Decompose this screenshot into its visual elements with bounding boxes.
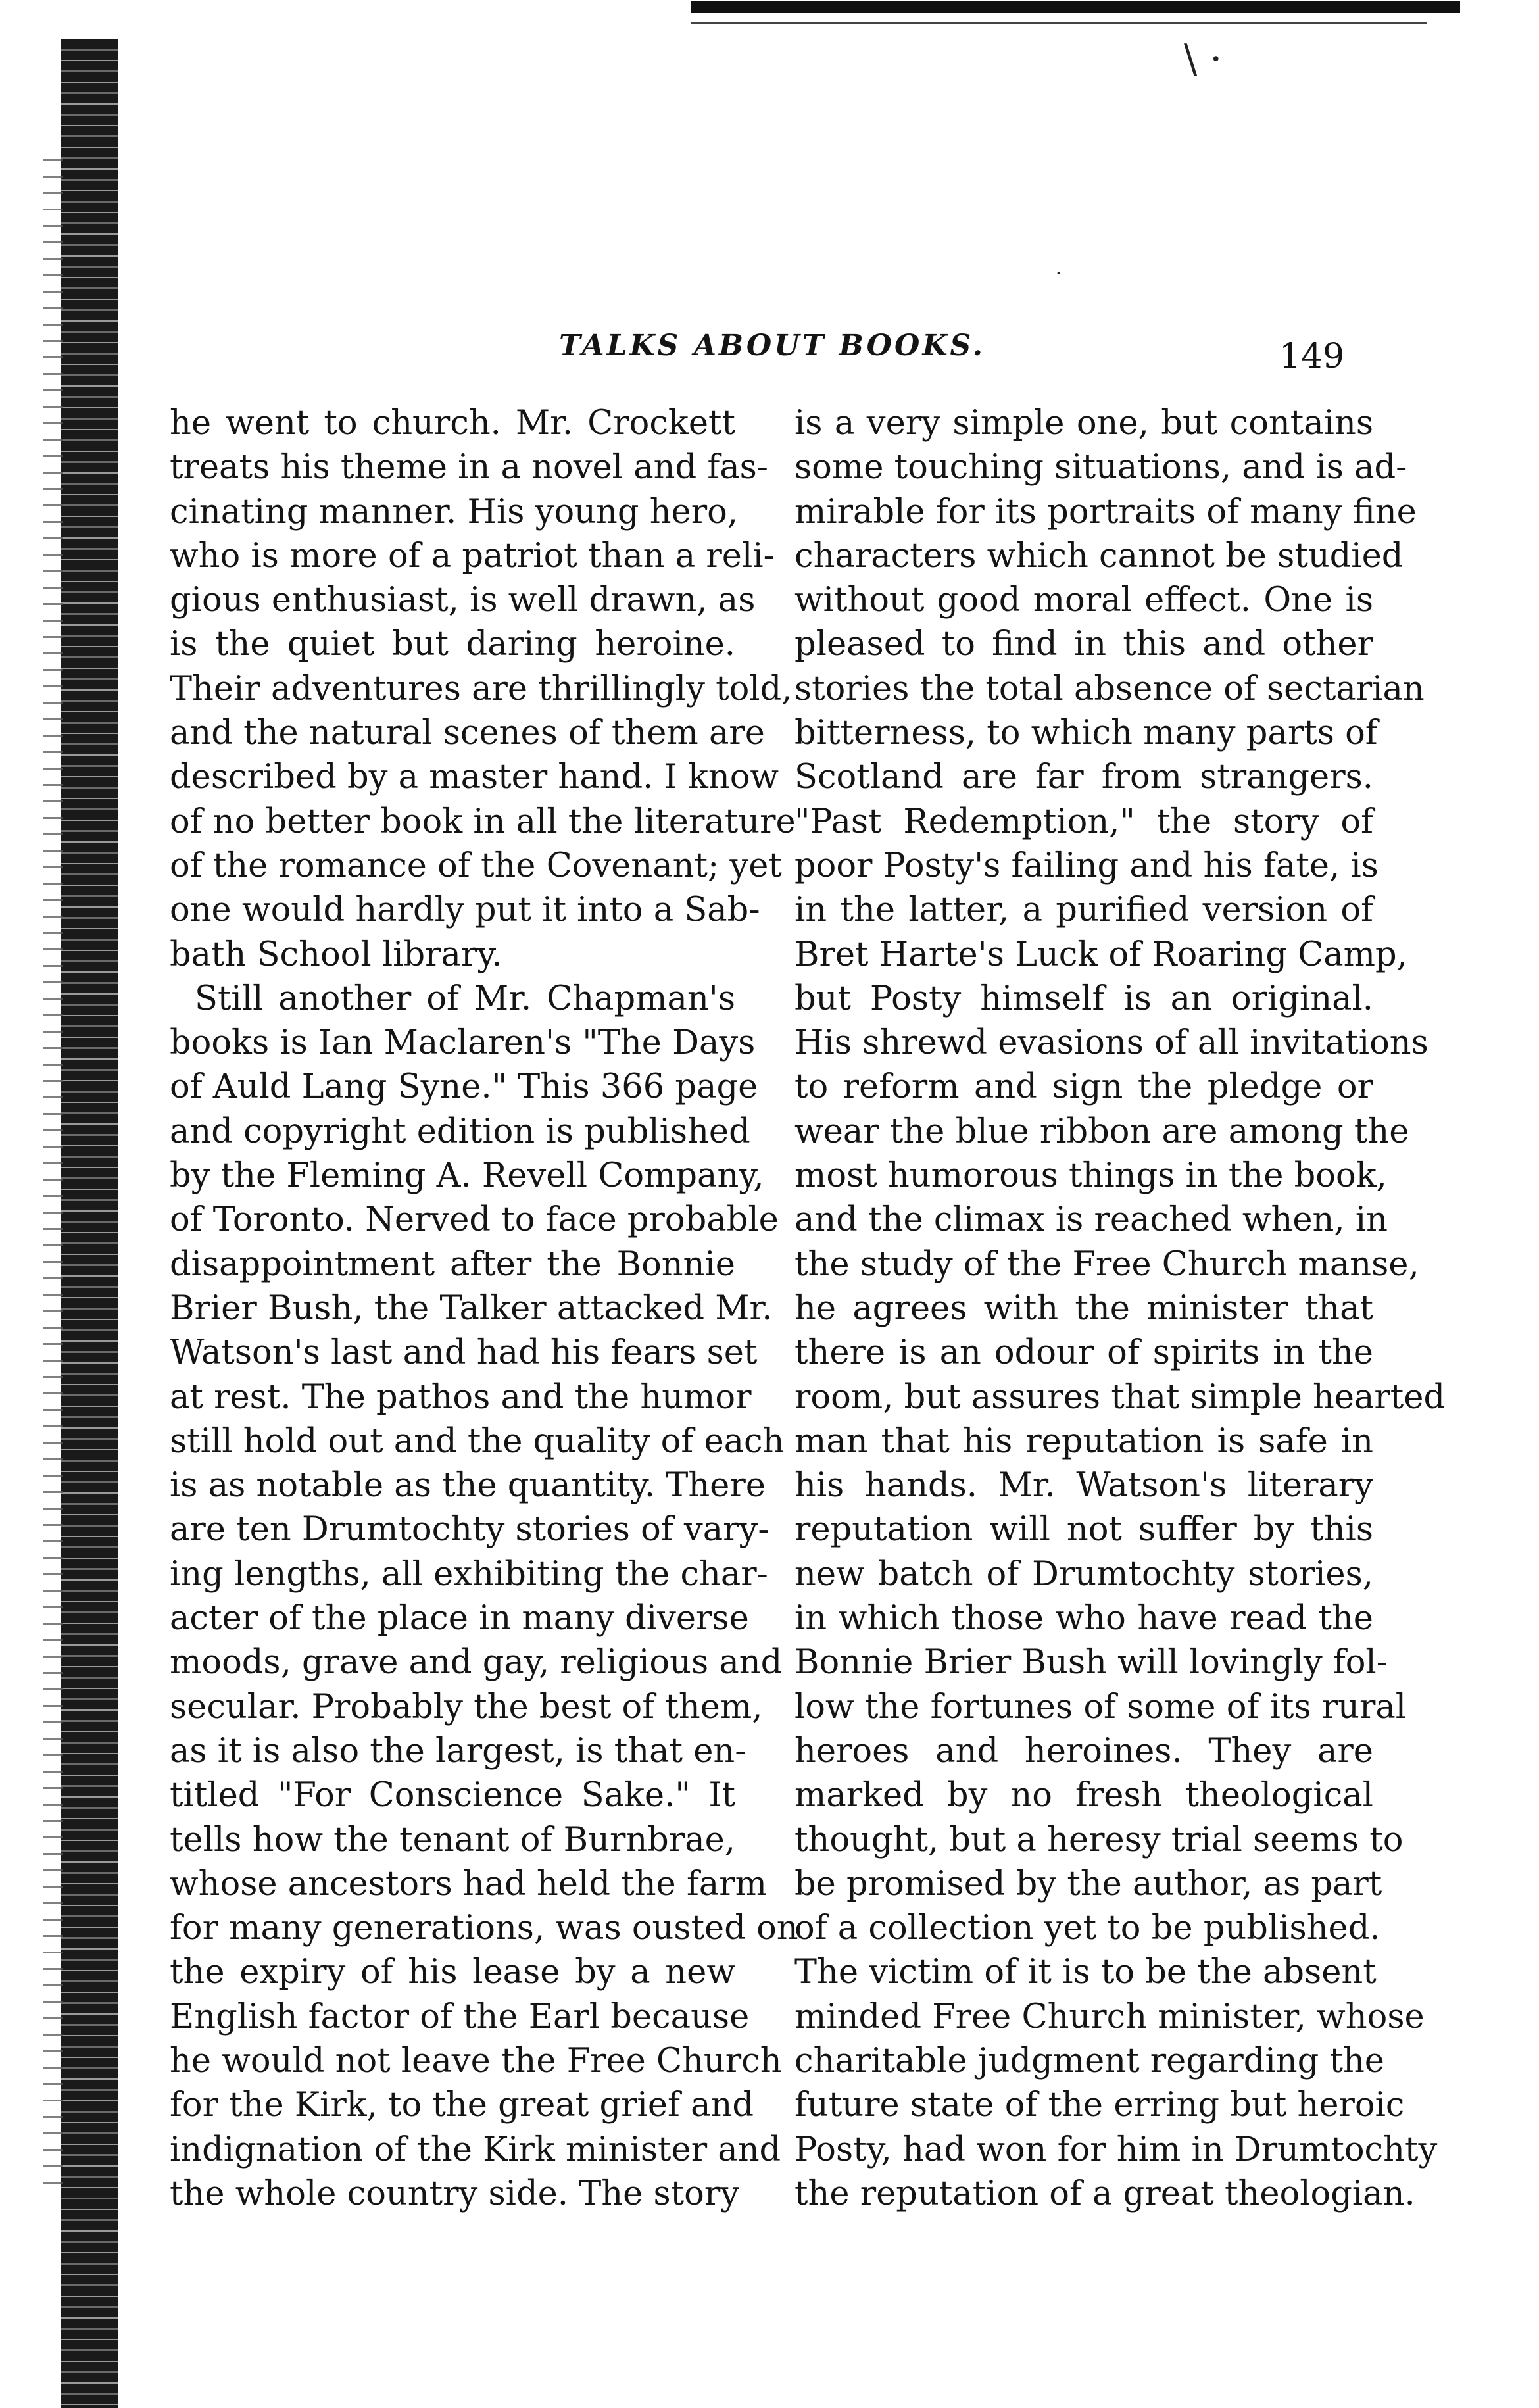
- text-line: treats his theme in a novel and fas-: [170, 448, 769, 487]
- text-line: and the climax is reached when, in: [794, 1200, 1388, 1240]
- text-line: titled "For Conscience Sake." It: [170, 1776, 735, 1815]
- page-number: 149: [1279, 337, 1345, 376]
- text-line: man that his reputation is safe in: [794, 1421, 1373, 1461]
- text-line: stories the total absence of sectarian: [794, 669, 1425, 708]
- text-line: Their adventures are thrillingly told,: [170, 669, 793, 708]
- text-line: as it is also the largest, is that en-: [170, 1731, 746, 1771]
- text-line: he went to church. Mr. Crockett: [170, 404, 735, 443]
- text-line: he agrees with the minister that: [794, 1289, 1373, 1328]
- text-line: to reform and sign the pledge or: [794, 1068, 1373, 1107]
- binding-edge-fringe: [43, 145, 63, 2184]
- text-line: for the Kirk, to the great grief and: [170, 2086, 754, 2125]
- text-line: Brier Bush, the Talker attacked Mr.: [170, 1289, 773, 1328]
- text-line: heroes and heroines. They are: [794, 1731, 1373, 1771]
- text-line: wear the blue ribbon are among the: [794, 1112, 1409, 1151]
- text-line: and copyright edition is published: [170, 1112, 750, 1151]
- text-line: books is Ian Maclaren's "The Days: [170, 1023, 756, 1063]
- text-line: of no better book in all the literature: [170, 802, 796, 841]
- text-line: thought, but a heresy trial seems to: [794, 1820, 1404, 1859]
- text-line: for many generations, was ousted on: [170, 1909, 798, 1948]
- text-line: Posty, had won for him in Drumtochty: [794, 2130, 1438, 2169]
- text-line: new batch of Drumtochty stories,: [794, 1554, 1373, 1594]
- text-line: future state of the erring but heroic: [794, 2086, 1405, 2125]
- text-line: some touching situations, and is ad-: [794, 448, 1407, 487]
- text-line: room, but assures that simple hearted: [794, 1377, 1446, 1417]
- text-line: without good moral effect. One is: [794, 581, 1373, 620]
- scanned-binding-edge: [61, 39, 118, 2408]
- text-line: described by a master hand. I know: [170, 758, 779, 797]
- text-line: poor Posty's failing and his fate, is: [794, 846, 1379, 885]
- text-line: characters which cannot be studied: [794, 536, 1404, 576]
- text-line: The victim of it is to be the absent: [794, 1953, 1377, 1992]
- left-text-column: [170, 401, 798, 2216]
- text-line: Scotland are far from strangers.: [794, 758, 1373, 797]
- text-line: bitterness, to which many parts of: [794, 714, 1378, 753]
- text-line: bath School library.: [170, 935, 502, 974]
- text-line: acter of the place in many diverse: [170, 1599, 749, 1638]
- text-line: one would hardly put it into a Sab-: [170, 891, 760, 930]
- text-line: his hands. Mr. Watson's literary: [794, 1466, 1373, 1506]
- text-line: most humorous things in the book,: [794, 1156, 1387, 1196]
- text-line: he would not leave the Free Church: [170, 2041, 782, 2080]
- text-line: and the natural scenes of them are: [170, 714, 765, 753]
- text-line: are ten Drumtochty stories of vary-: [170, 1510, 770, 1550]
- text-line: ing lengths, all exhibiting the char-: [170, 1554, 768, 1594]
- text-line: reputation will not suffer by this: [794, 1510, 1373, 1550]
- text-line: mirable for its portraits of many fine: [794, 492, 1417, 531]
- text-line: is a very simple one, but contains: [794, 404, 1373, 443]
- text-line: Bret Harte's Luck of Roaring Camp,: [794, 935, 1407, 974]
- text-line: there is an odour of spirits in the: [794, 1333, 1373, 1373]
- text-line: secular. Probably the best of them,: [170, 1687, 763, 1727]
- text-line: English factor of the Earl because: [170, 1997, 750, 2036]
- text-line: of Auld Lang Syne." This 366 page: [170, 1068, 758, 1107]
- text-line: of Toronto. Nerved to face probable: [170, 1200, 779, 1240]
- text-line: the expiry of his lease by a new: [170, 1953, 735, 1992]
- text-line: by the Fleming A. Revell Company,: [170, 1156, 764, 1196]
- text-line: disappointment after the Bonnie: [170, 1244, 735, 1284]
- text-line: of the romance of the Covenant; yet: [170, 846, 782, 885]
- text-line: whose ancestors had held the farm: [170, 1864, 767, 1904]
- text-line: at rest. The pathos and the humor: [170, 1377, 752, 1417]
- text-line: charitable judgment regarding the: [794, 2041, 1384, 2080]
- text-line: marked by no fresh theological: [794, 1776, 1373, 1815]
- text-line: the whole country side. The story: [170, 2174, 740, 2213]
- text-line: is the quiet but daring heroine.: [170, 625, 735, 664]
- text-line: cinating manner. His young hero,: [170, 492, 739, 531]
- scan-dot: ·: [1056, 262, 1062, 284]
- text-line: pleased to find in this and other: [794, 625, 1373, 664]
- text-line: still hold out and the quality of each: [170, 1421, 785, 1461]
- text-line: "Past Redemption," the story of: [794, 802, 1373, 841]
- text-line: Bonnie Brier Bush will lovingly fol-: [794, 1643, 1388, 1683]
- text-line: is as notable as the quantity. There: [170, 1466, 766, 1506]
- text-line: but Posty himself is an original.: [794, 979, 1373, 1018]
- text-line: low the fortunes of some of its rural: [794, 1687, 1407, 1727]
- top-thin-rule: [691, 22, 1427, 24]
- text-line: Still another of Mr. Chapman's: [195, 979, 735, 1018]
- text-line: gious enthusiast, is well drawn, as: [170, 581, 756, 620]
- text-line: the study of the Free Church manse,: [794, 1244, 1419, 1284]
- text-line: who is more of a patriot than a reli-: [170, 536, 775, 576]
- right-text-column: [794, 401, 1446, 2216]
- text-line: the reputation of a great theologian.: [794, 2174, 1415, 2213]
- text-line: Watson's last and had his fears set: [170, 1333, 758, 1373]
- top-border-rule: [691, 1, 1460, 13]
- text-line: in which those who have read the: [794, 1599, 1373, 1638]
- text-line: moods, grave and gay, religious and: [170, 1643, 783, 1683]
- text-line: be promised by the author, as part: [794, 1864, 1382, 1904]
- text-line: tells how the tenant of Burnbrae,: [170, 1820, 735, 1859]
- text-line: minded Free Church minister, whose: [794, 1997, 1425, 2036]
- text-line: of a collection yet to be published.: [794, 1909, 1380, 1948]
- text-line: in the latter, a purified version of: [794, 891, 1373, 930]
- text-line: His shrewd evasions of all invitations: [794, 1023, 1429, 1063]
- text-line: indignation of the Kirk minister and: [170, 2130, 781, 2169]
- running-head: TALKS ABOUT BOOKS.: [559, 329, 986, 362]
- scan-mark: \ ·: [1184, 36, 1223, 82]
